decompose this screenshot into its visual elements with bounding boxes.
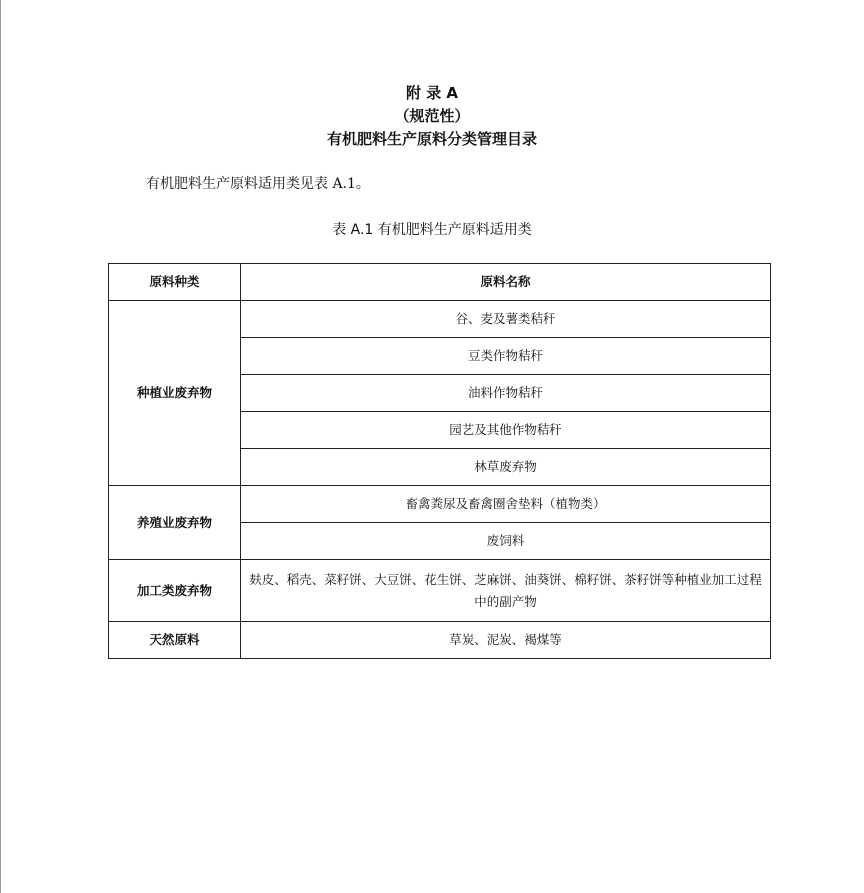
material-cell: 废饲料 (241, 523, 771, 560)
category-cell: 养殖业废弃物 (109, 486, 241, 560)
category-cell: 天然原料 (109, 622, 241, 659)
material-cell: 畜禽粪尿及畜禽圈舍垫料（植物类） (241, 486, 771, 523)
table-row (109, 301, 771, 338)
appendix-nature: （规范性） (394, 107, 470, 125)
appendix-label: 附 录 A (405, 84, 459, 102)
material-cell: 豆类作物秸秆 (241, 338, 771, 375)
appendix-title: 有机肥料生产原料分类管理目录 (326, 130, 537, 148)
table-row (109, 560, 771, 622)
category-cell: 种植业废弃物 (109, 301, 241, 486)
intro-paragraph: 有机肥料生产原料适用类见表 A.1。 (146, 176, 370, 192)
material-cell: 油料作物秸秆 (241, 375, 771, 412)
material-cell: 园艺及其他作物秸秆 (241, 412, 771, 449)
header-name: 原料名称 (241, 264, 771, 301)
table-caption: 表 A.1 有机肥料生产原料适用类 (332, 222, 532, 238)
material-table (108, 263, 771, 659)
table-header-row (109, 264, 771, 301)
material-cell: 林草废弃物 (241, 449, 771, 486)
category-cell: 加工类废弃物 (109, 560, 241, 622)
table-row (109, 622, 771, 659)
table-row (109, 486, 771, 523)
material-cell: 草炭、泥炭、褐煤等 (241, 622, 771, 659)
material-cell: 麸皮、稻壳、菜籽饼、大豆饼、花生饼、芝麻饼、油葵饼、棉籽饼、茶籽饼等种植业加工过程中的副产物 (241, 560, 771, 622)
header-category: 原料种类 (109, 264, 241, 301)
material-cell: 谷、麦及薯类秸秆 (241, 301, 771, 338)
